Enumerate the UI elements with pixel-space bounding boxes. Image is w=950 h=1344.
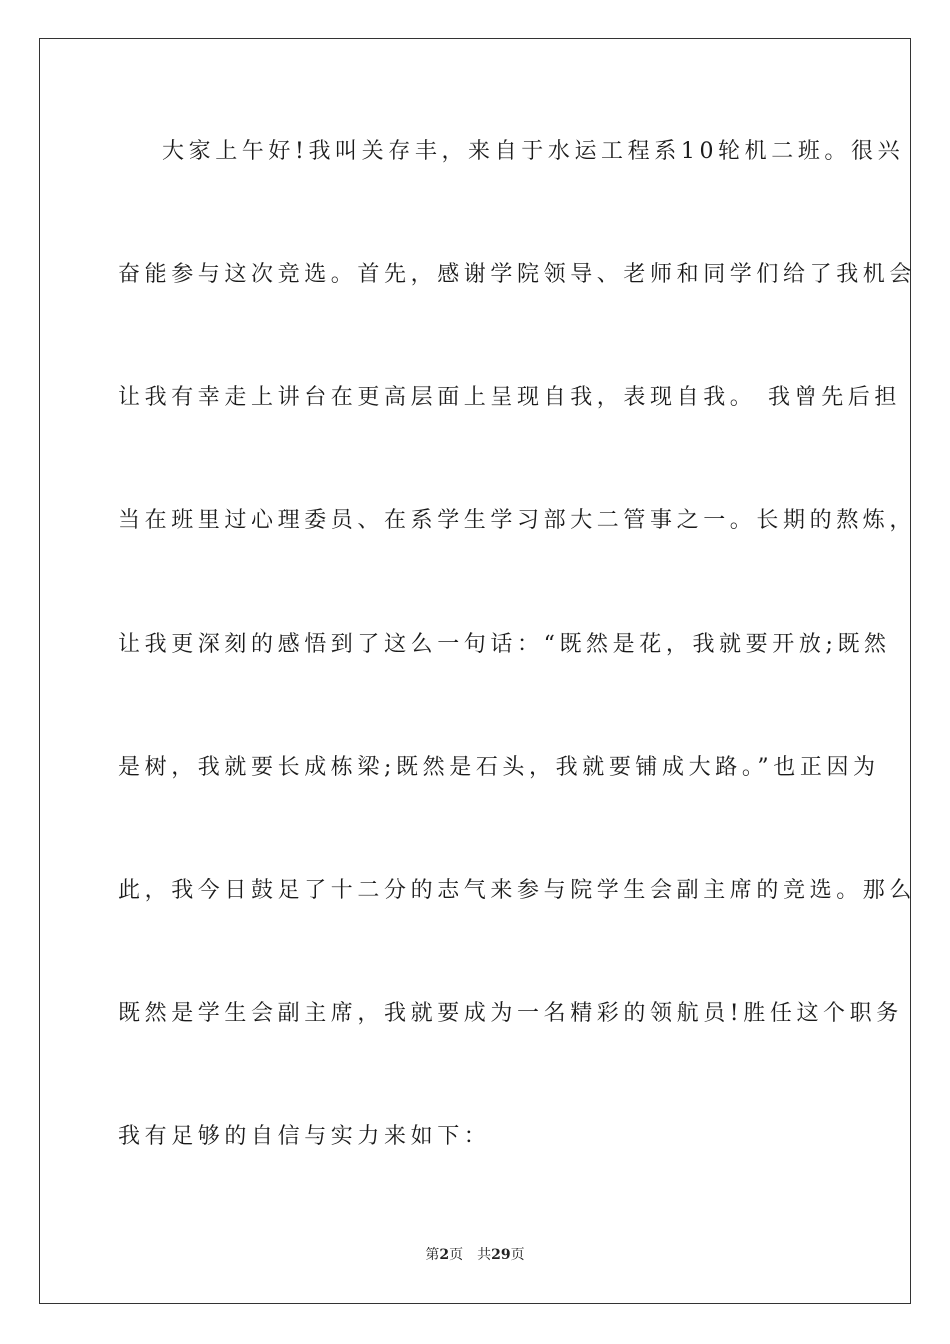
page-suffix: 页: [449, 1247, 464, 1263]
body-text-line-5: 让我更深刻的感悟到了这么一句话：“既然是花，我就要开放;既然: [118, 632, 891, 657]
body-text-line-2: 奋能参与这次竞选。首先，感谢学院领导、老师和同学们给了我机会: [118, 262, 917, 287]
page-footer: [0, 1245, 950, 1265]
body-text-line-4: 当在班里过心理委员、在系学生学习部大二管事之一。长期的熬炼，: [118, 508, 917, 533]
body-text-line-6: 是树，我就要长成栋梁;既然是石头，我就要铺成大路。”也正因为: [118, 755, 880, 780]
body-text-line-8: 既然是学生会副主席，我就要成为一名精彩的领航员!胜任这个职务: [118, 1001, 903, 1026]
page-number: 2: [439, 1247, 450, 1263]
total-prefix: 共: [477, 1247, 492, 1263]
total-suffix: 页: [510, 1247, 525, 1263]
page-prefix: 第: [425, 1247, 440, 1263]
body-text-line-7: 此，我今日鼓足了十二分的志气来参与院学生会副主席的竞选。那么: [118, 878, 917, 903]
body-text-line-9: 我有足够的自信与实力来如下：: [118, 1124, 491, 1149]
body-text-line-1: 大家上午好!我叫关存丰，来自于水运工程系10轮机二班。很兴: [162, 139, 905, 164]
body-text-line-3: 让我有幸走上讲台在更高层面上呈现自我，表现自我。 我曾先后担: [118, 385, 901, 410]
total-pages: 29: [491, 1247, 511, 1263]
page-border: [39, 38, 917, 1304]
